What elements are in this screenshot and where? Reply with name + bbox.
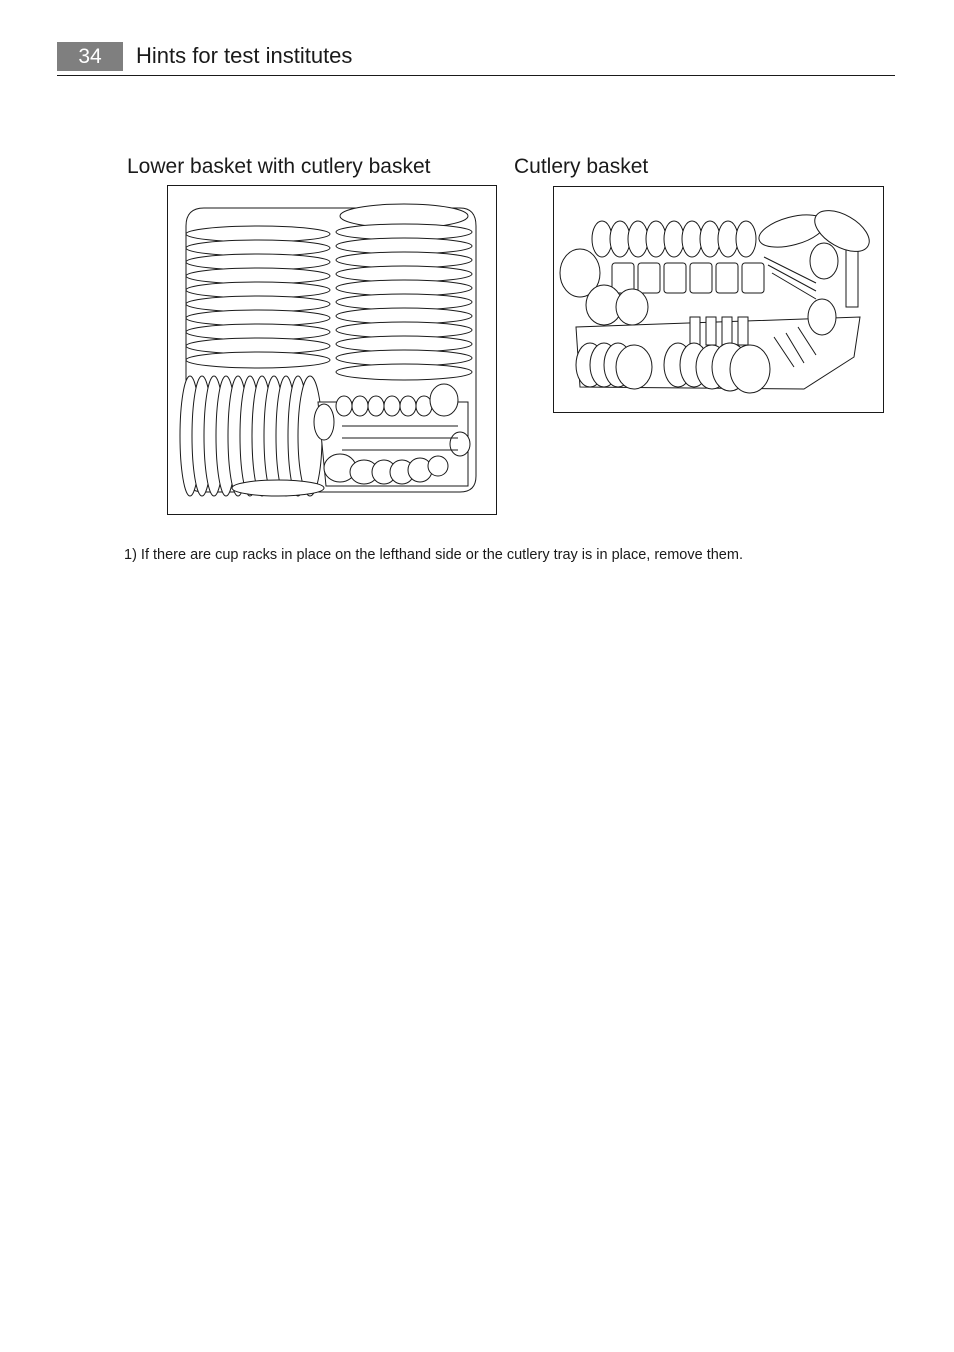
cutlery-basket-drawing	[554, 187, 883, 412]
lower-basket-caption: Lower basket with cutlery basket	[127, 155, 431, 178]
page-number-badge: 34	[57, 42, 123, 71]
section-title: Hints for test institutes	[136, 43, 353, 68]
lower-basket-drawing	[168, 186, 496, 514]
lower-basket-illustration	[167, 185, 497, 515]
cutlery-basket-caption: Cutlery basket	[514, 155, 649, 178]
header-divider	[57, 75, 895, 76]
cutlery-basket-illustration	[553, 186, 884, 413]
footnote: 1) If there are cup racks in place on the lefthand side or the cutlery tray is in place, remove them.	[124, 547, 743, 563]
